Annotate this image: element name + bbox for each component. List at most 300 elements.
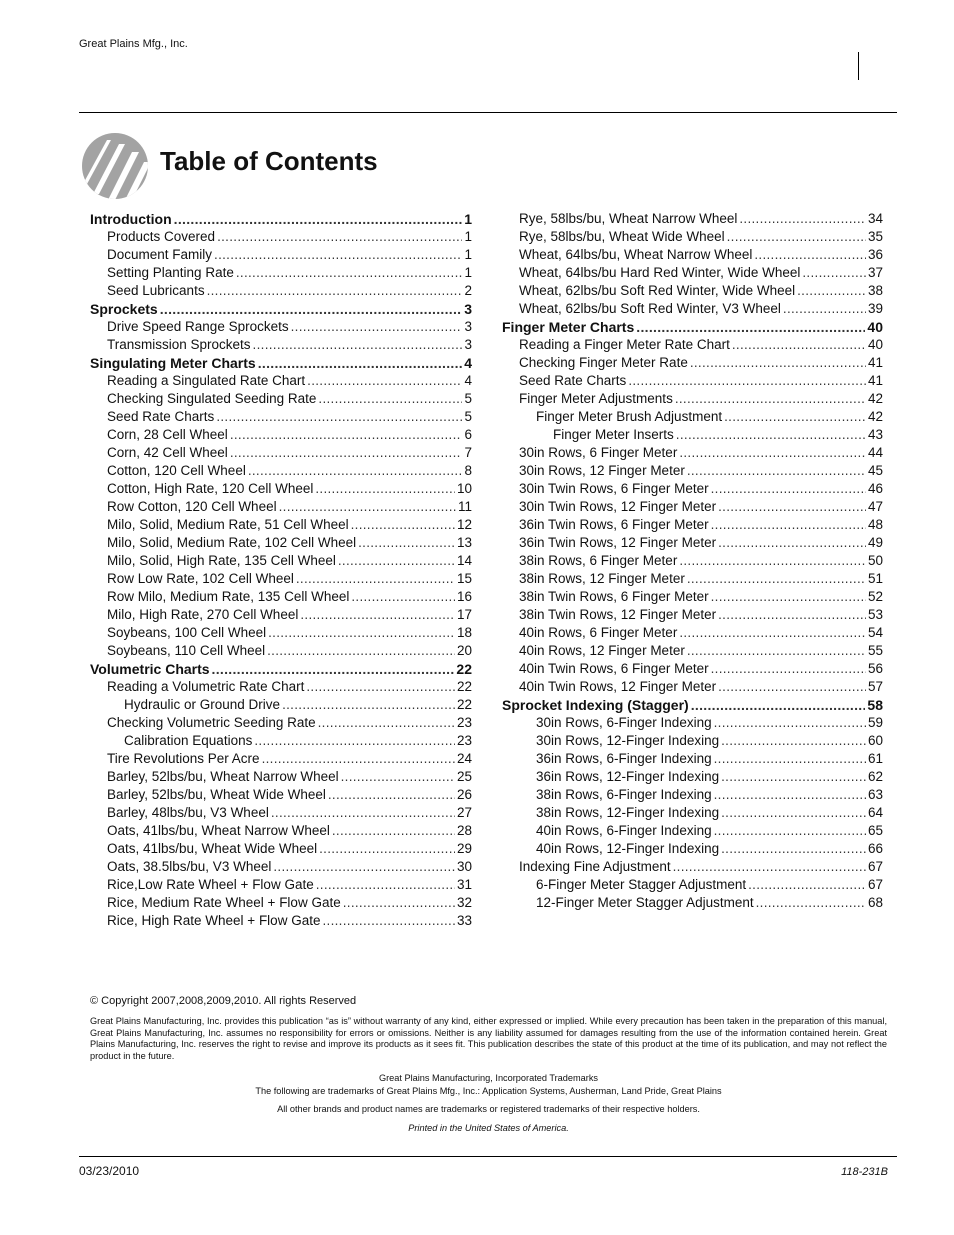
toc-entry-label: Transmission Sprockets [107, 337, 251, 352]
header-vertical-rule [858, 52, 859, 80]
toc-leader-dots [322, 912, 455, 930]
toc-leader-dots [258, 354, 463, 372]
toc-entry-label: Row Cotton, 120 Cell Wheel [107, 499, 277, 514]
toc-entry[interactable] [502, 858, 883, 876]
footer-rule [79, 1156, 897, 1157]
toc-leader-dots [802, 264, 866, 282]
toc-leader-dots [230, 444, 463, 462]
toc-entry-label: Reading a Volumetric Rate Chart [107, 679, 305, 694]
toc-leader-dots [679, 552, 866, 570]
toc-entry-label: Checking Singulated Seeding Rate [107, 391, 317, 406]
page-title: Table of Contents [160, 146, 378, 176]
toc-entry-page: 57 [867, 679, 883, 694]
toc-leader-dots [690, 354, 866, 372]
toc-section-entry[interactable] [90, 300, 472, 318]
toc-entry-page: 36 [867, 247, 883, 262]
toc-entry-label: 40in Rows, 6-Finger Indexing [536, 823, 712, 838]
toc-leader-dots [754, 246, 866, 264]
toc-entry-page: 59 [867, 715, 883, 730]
toc-entry[interactable] [502, 840, 883, 858]
toc-leader-dots [207, 282, 463, 300]
toc-entry-page: 62 [867, 769, 883, 784]
toc-entry-label: 30in Rows, 12 Finger Meter [519, 463, 685, 478]
toc-section-entry[interactable] [502, 318, 883, 336]
toc-entry[interactable] [502, 606, 883, 624]
toc-entry[interactable] [90, 390, 472, 408]
toc-entry-label: Rye, 58lbs/bu, Wheat Narrow Wheel [519, 211, 738, 226]
toc-leader-dots [679, 444, 866, 462]
toc-entry-label: Row Milo, Medium Rate, 135 Cell Wheel [107, 589, 350, 604]
toc-entry-page: 29 [456, 841, 472, 856]
toc-entry[interactable] [502, 426, 883, 444]
toc-entry-label: Sprockets [90, 301, 158, 317]
toc-leader-dots [316, 876, 455, 894]
toc-entry-page: 18 [456, 625, 472, 640]
toc-entry-label: 40in Twin Rows, 12 Finger Meter [519, 679, 717, 694]
toc-entry-page: 22 [456, 661, 472, 677]
toc-entry-page: 40 [867, 319, 883, 335]
toc-leader-dots [691, 696, 866, 714]
toc-entry-page: 5 [464, 409, 472, 424]
toc-leader-dots [341, 768, 455, 786]
toc-entry-label: Barley, 48lbs/bu, V3 Wheel [107, 805, 269, 820]
toc-entry[interactable] [502, 534, 883, 552]
toc-entry-label: Seed Rate Charts [107, 409, 215, 424]
toc-entry-label: 30in Twin Rows, 12 Finger Meter [519, 499, 717, 514]
toc-leader-dots [279, 498, 456, 516]
toc-entry-label: Volumetric Charts [90, 661, 210, 677]
toc-entry-page: 41 [867, 373, 883, 388]
toc-entry-label: Rice,Low Rate Wheel + Flow Gate [107, 877, 314, 892]
toc-entry-label: Corn, 42 Cell Wheel [107, 445, 228, 460]
toc-entry[interactable] [90, 894, 472, 912]
toc-entry[interactable] [90, 714, 472, 732]
toc-entry[interactable] [502, 390, 883, 408]
toc-leader-dots [160, 300, 463, 318]
toc-entry[interactable] [90, 318, 472, 336]
toc-entry-page: 11 [457, 499, 472, 514]
toc-entry-label: 36in Rows, 6-Finger Indexing [536, 751, 712, 766]
toc-entry-page: 8 [464, 463, 472, 478]
toc-leader-dots [783, 300, 866, 318]
toc-leader-dots [687, 642, 866, 660]
toc-entry-page: 47 [867, 499, 883, 514]
toc-leader-dots [718, 606, 866, 624]
toc-entry[interactable] [90, 840, 472, 858]
toc-leader-dots [679, 624, 866, 642]
toc-entry[interactable] [90, 822, 472, 840]
toc-leader-dots [332, 822, 455, 840]
toc-entry-page: 23 [456, 733, 472, 748]
toc-leader-dots [687, 462, 866, 480]
toc-entry[interactable] [502, 624, 883, 642]
toc-entry[interactable] [90, 480, 472, 498]
toc-entry-page: 38 [867, 283, 883, 298]
toc-leader-dots [296, 570, 455, 588]
toc-entry-page: 49 [867, 535, 883, 550]
toc-entry-label: 38in Twin Rows, 6 Finger Meter [519, 589, 709, 604]
toc-leader-dots [351, 588, 455, 606]
toc-leader-dots [216, 408, 462, 426]
toc-entry-label: 30in Rows, 6-Finger Indexing [536, 715, 712, 730]
toc-entry[interactable] [90, 462, 472, 480]
toc-entry[interactable] [502, 228, 883, 246]
toc-entry-label: Barley, 52lbs/bu, Wheat Wide Wheel [107, 787, 326, 802]
toc-entry-label: Sprocket Indexing (Stagger) [502, 697, 689, 713]
toc-entry-page: 3 [464, 319, 472, 334]
toc-entry[interactable] [502, 768, 883, 786]
toc-leader-dots [307, 372, 462, 390]
toc-leader-dots [718, 678, 866, 696]
toc-section-entry[interactable] [90, 660, 472, 678]
toc-entry-label: Finger Meter Inserts [553, 427, 674, 442]
toc-entry-label: 38in Rows, 12-Finger Indexing [536, 805, 720, 820]
trademarks-list: The following are trademarks of Great Plains Mfg., Inc.: Application Systems, Ausherman, Land Pride, Great Plains [255, 1086, 722, 1096]
toc-entry-page: 65 [867, 823, 883, 838]
toc-entry-label: Oats, 38.5lbs/bu, V3 Wheel [107, 859, 272, 874]
toc-entry[interactable] [502, 822, 883, 840]
toc-entry[interactable] [502, 894, 883, 912]
toc-entry[interactable] [502, 354, 883, 372]
toc-leader-dots [636, 318, 865, 336]
toc-entry[interactable] [502, 642, 883, 660]
toc-entry-page: 63 [867, 787, 883, 802]
toc-leader-dots [300, 606, 455, 624]
toc-entry-label: Finger Meter Brush Adjustment [536, 409, 723, 424]
toc-entry-label: 40in Twin Rows, 6 Finger Meter [519, 661, 709, 676]
toc-entry-page: 67 [867, 859, 883, 874]
toc-entry-label: Wheat, 62lbs/bu Soft Red Winter, Wide Wheel [519, 283, 796, 298]
toc-leader-dots [230, 426, 463, 444]
toc-entry-page: 33 [456, 913, 472, 928]
toc-entry[interactable] [90, 246, 472, 264]
toc-entry-page: 2 [464, 283, 472, 298]
toc-entry[interactable] [502, 552, 883, 570]
toc-leader-dots [338, 552, 455, 570]
toc-entry[interactable] [502, 678, 883, 696]
toc-entry-page: 42 [867, 391, 883, 406]
toc-leader-dots [343, 894, 455, 912]
header-rule [79, 112, 897, 113]
toc-leader-dots [328, 786, 455, 804]
toc-leader-dots [732, 336, 866, 354]
toc-leader-dots [267, 642, 455, 660]
toc-entry[interactable] [90, 696, 472, 714]
toc-section-entry[interactable] [90, 354, 472, 372]
trademarks-title: Great Plains Manufacturing, Incorporated Trademarks [378, 1073, 599, 1083]
toc-leader-dots [721, 804, 866, 822]
toc-entry-label: Wheat, 64lbs/bu Hard Red Winter, Wide Wheel [519, 265, 801, 280]
toc-entry[interactable] [90, 282, 472, 300]
toc-entry-page: 24 [456, 751, 472, 766]
toc-entry-label: 40in Rows, 12 Finger Meter [519, 643, 685, 658]
toc-entry-label: Seed Lubricants [107, 283, 205, 298]
toc-entry-label: Row Low Rate, 102 Cell Wheel [107, 571, 294, 586]
toc-entry[interactable] [90, 534, 472, 552]
toc-entry[interactable] [502, 444, 883, 462]
toc-entry-label: Hydraulic or Ground Drive [124, 697, 281, 712]
toc-leader-dots [262, 750, 455, 768]
toc-entry[interactable] [90, 678, 472, 696]
toc-entry-page: 4 [464, 355, 472, 371]
toc-entry-label: 30in Twin Rows, 6 Finger Meter [519, 481, 709, 496]
toc-leader-dots [248, 462, 463, 480]
toc-entry-label: Tire Revolutions Per Acre [107, 751, 260, 766]
toc-entry-page: 10 [456, 481, 472, 496]
toc-leader-dots [282, 696, 455, 714]
toc-entry-label: 36in Twin Rows, 6 Finger Meter [519, 517, 709, 532]
toc-entry[interactable] [502, 300, 883, 318]
toc-entry[interactable] [502, 714, 883, 732]
toc-entry[interactable] [90, 336, 472, 354]
toc-leader-dots [174, 210, 463, 228]
great-plains-logo-icon [81, 132, 149, 200]
toc-entry[interactable] [502, 264, 883, 282]
toc-entry-page: 1 [464, 211, 472, 227]
toc-entry-page: 3 [464, 301, 472, 317]
toc-section-entry[interactable] [502, 696, 883, 714]
toc-leader-dots [748, 876, 866, 894]
toc-entry[interactable] [90, 444, 472, 462]
toc-entry[interactable] [90, 408, 472, 426]
toc-entry[interactable] [502, 732, 883, 750]
toc-entry-page: 12 [456, 517, 472, 532]
toc-entry-label: Milo, High Rate, 270 Cell Wheel [107, 607, 299, 622]
toc-entry[interactable] [90, 732, 472, 750]
toc-entry[interactable] [502, 282, 883, 300]
toc-leader-dots [721, 840, 866, 858]
toc-leader-dots [711, 480, 866, 498]
toc-entry[interactable] [90, 876, 472, 894]
toc-entry-page: 22 [456, 697, 472, 712]
toc-leader-dots [721, 768, 866, 786]
toc-entry-page: 56 [867, 661, 883, 676]
toc-entry-label: Finger Meter Charts [502, 319, 635, 335]
printed-in-notice: Printed in the United States of America. [408, 1123, 569, 1133]
toc-leader-dots [318, 714, 455, 732]
toc-entry[interactable] [502, 498, 883, 516]
toc-leader-dots [291, 318, 463, 336]
toc-entry[interactable] [90, 426, 472, 444]
toc-leader-dots [714, 822, 866, 840]
toc-entry-label: Calibration Equations [124, 733, 253, 748]
toc-entry-label: 6-Finger Meter Stagger Adjustment [536, 877, 747, 892]
other-brands-notice: All other brands and product names are trademarks or registered trademarks of their respective holders. [277, 1104, 700, 1114]
toc-column-right [502, 210, 883, 912]
toc-entry-page: 13 [456, 535, 472, 550]
toc-entry-label: 38in Rows, 6-Finger Indexing [536, 787, 712, 802]
toc-section-entry[interactable] [90, 210, 472, 228]
toc-entry[interactable] [90, 498, 472, 516]
toc-leader-dots [797, 282, 866, 300]
document-number: 118-231B [841, 1166, 888, 1178]
toc-entry-page: 6 [464, 427, 472, 442]
toc-entry[interactable] [502, 876, 883, 894]
toc-entry-label: 30in Rows, 6 Finger Meter [519, 445, 678, 460]
copyright-notice: © Copyright 2007,2008,2009,2010. All rights Reserved [90, 995, 357, 1007]
toc-entry-page: 40 [867, 337, 883, 352]
toc-entry[interactable] [90, 750, 472, 768]
toc-leader-dots [718, 534, 866, 552]
toc-entry-page: 15 [456, 571, 472, 586]
toc-leader-dots [358, 534, 455, 552]
toc-entry[interactable] [90, 642, 472, 660]
toc-entry-page: 50 [867, 553, 883, 568]
toc-leader-dots [628, 372, 866, 390]
toc-entry-label: 38in Twin Rows, 12 Finger Meter [519, 607, 717, 622]
toc-leader-dots [236, 264, 463, 282]
toc-entry-page: 7 [464, 445, 472, 460]
toc-entry-page: 66 [867, 841, 883, 856]
toc-leader-dots [711, 660, 866, 678]
toc-entry-page: 51 [867, 571, 883, 586]
toc-leader-dots [714, 786, 866, 804]
toc-entry-page: 55 [867, 643, 883, 658]
toc-entry[interactable] [502, 408, 883, 426]
toc-entry[interactable] [90, 588, 472, 606]
toc-leader-dots [253, 336, 463, 354]
toc-entry-page: 17 [456, 607, 472, 622]
toc-leader-dots [318, 390, 462, 408]
toc-entry[interactable] [90, 606, 472, 624]
toc-leader-dots [711, 516, 866, 534]
toc-leader-dots [676, 426, 866, 444]
toc-entry-label: Introduction [90, 211, 172, 227]
toc-leader-dots [212, 660, 455, 678]
toc-entry-page: 14 [456, 553, 472, 568]
toc-entry[interactable] [90, 912, 472, 930]
toc-leader-dots [727, 228, 866, 246]
toc-entry-label: Barley, 52lbs/bu, Wheat Narrow Wheel [107, 769, 339, 784]
toc-entry-page: 46 [867, 481, 883, 496]
toc-entry[interactable] [502, 570, 883, 588]
toc-entry[interactable] [502, 588, 883, 606]
toc-entry[interactable] [502, 660, 883, 678]
toc-entry-page: 42 [867, 409, 883, 424]
toc-entry[interactable] [90, 786, 472, 804]
toc-entry-label: Products Covered [107, 229, 216, 244]
toc-entry-label: Cotton, 120 Cell Wheel [107, 463, 246, 478]
toc-entry-page: 43 [867, 427, 883, 442]
toc-entry[interactable] [502, 462, 883, 480]
toc-leader-dots [271, 804, 455, 822]
toc-entry-label: Checking Finger Meter Rate [519, 355, 688, 370]
toc-entry-page: 4 [464, 373, 472, 388]
toc-entry-label: 36in Rows, 12-Finger Indexing [536, 769, 720, 784]
toc-entry-label: 30in Rows, 12-Finger Indexing [536, 733, 720, 748]
toc-entry[interactable] [90, 858, 472, 876]
company-name: Great Plains Mfg., Inc. [79, 38, 188, 50]
toc-entry-page: 1 [464, 247, 472, 262]
toc-entry[interactable] [502, 372, 883, 390]
toc-entry-page: 20 [456, 643, 472, 658]
toc-leader-dots [351, 516, 455, 534]
toc-entry-page: 58 [867, 697, 883, 713]
toc-entry-page: 28 [456, 823, 472, 838]
toc-entry-label: Rice, High Rate Wheel + Flow Gate [107, 913, 321, 928]
toc-entry[interactable] [502, 750, 883, 768]
toc-entry-label: Rice, Medium Rate Wheel + Flow Gate [107, 895, 341, 910]
toc-entry-page: 1 [464, 229, 472, 244]
toc-leader-dots [268, 624, 455, 642]
toc-entry[interactable] [90, 570, 472, 588]
toc-column-left [90, 210, 472, 930]
toc-entry-page: 53 [867, 607, 883, 622]
toc-entry-page: 52 [867, 589, 883, 604]
toc-entry-label: Cotton, High Rate, 120 Cell Wheel [107, 481, 314, 496]
toc-entry-label: 40in Rows, 6 Finger Meter [519, 625, 678, 640]
toc-leader-dots [306, 678, 455, 696]
toc-leader-dots [273, 858, 455, 876]
toc-entry-label: Checking Volumetric Seeding Rate [107, 715, 316, 730]
toc-entry-label: 38in Rows, 6 Finger Meter [519, 553, 678, 568]
toc-entry[interactable] [502, 210, 883, 228]
toc-entry-label: Corn, 28 Cell Wheel [107, 427, 228, 442]
toc-entry[interactable] [90, 264, 472, 282]
toc-leader-dots [714, 750, 866, 768]
toc-entry-page: 30 [456, 859, 472, 874]
toc-entry[interactable] [90, 624, 472, 642]
toc-entry-page: 32 [456, 895, 472, 910]
toc-entry[interactable] [502, 516, 883, 534]
toc-leader-dots [675, 390, 866, 408]
toc-entry-page: 44 [867, 445, 883, 460]
toc-entry-label: Milo, Solid, High Rate, 135 Cell Wheel [107, 553, 336, 568]
toc-entry-label: Oats, 41lbs/bu, Wheat Narrow Wheel [107, 823, 330, 838]
toc-entry-label: 38in Rows, 12 Finger Meter [519, 571, 685, 586]
toc-entry[interactable] [502, 786, 883, 804]
toc-entry-page: 64 [867, 805, 883, 820]
toc-leader-dots [718, 498, 866, 516]
toc-entry-label: 36in Twin Rows, 12 Finger Meter [519, 535, 717, 550]
toc-entry[interactable] [90, 552, 472, 570]
toc-entry-page: 26 [456, 787, 472, 802]
toc-entry-page: 37 [867, 265, 883, 280]
toc-entry[interactable] [90, 372, 472, 390]
toc-leader-dots [319, 840, 455, 858]
toc-entry[interactable] [90, 768, 472, 786]
toc-entry-label: Indexing Fine Adjustment [519, 859, 671, 874]
toc-leader-dots [315, 480, 455, 498]
toc-leader-dots [254, 732, 455, 750]
toc-entry-page: 54 [867, 625, 883, 640]
toc-entry[interactable] [90, 516, 472, 534]
toc-entry-label: Milo, Solid, Medium Rate, 102 Cell Wheel [107, 535, 357, 550]
toc-entry-page: 41 [867, 355, 883, 370]
toc-leader-dots [739, 210, 866, 228]
toc-entry-page: 60 [867, 733, 883, 748]
publication-date: 03/23/2010 [79, 1164, 140, 1178]
toc-leader-dots [711, 588, 866, 606]
toc-entry[interactable] [90, 804, 472, 822]
toc-entry[interactable] [502, 480, 883, 498]
toc-entry[interactable] [502, 246, 883, 264]
toc-entry-label: Singulating Meter Charts [90, 355, 256, 371]
toc-entry-page: 35 [867, 229, 883, 244]
toc-leader-dots [724, 408, 866, 426]
toc-entry[interactable] [502, 804, 883, 822]
toc-entry[interactable] [502, 336, 883, 354]
toc-entry-label: 40in Rows, 12-Finger Indexing [536, 841, 720, 856]
toc-entry[interactable] [90, 228, 472, 246]
toc-entry-label: Soybeans, 110 Cell Wheel [107, 643, 266, 658]
toc-entry-page: 5 [464, 391, 472, 406]
toc-entry-label: 12-Finger Meter Stagger Adjustment [536, 895, 754, 910]
toc-entry-label: Finger Meter Adjustments [519, 391, 673, 406]
toc-leader-dots [714, 714, 866, 732]
toc-leader-dots [687, 570, 866, 588]
toc-entry-label: Setting Planting Rate [107, 265, 234, 280]
